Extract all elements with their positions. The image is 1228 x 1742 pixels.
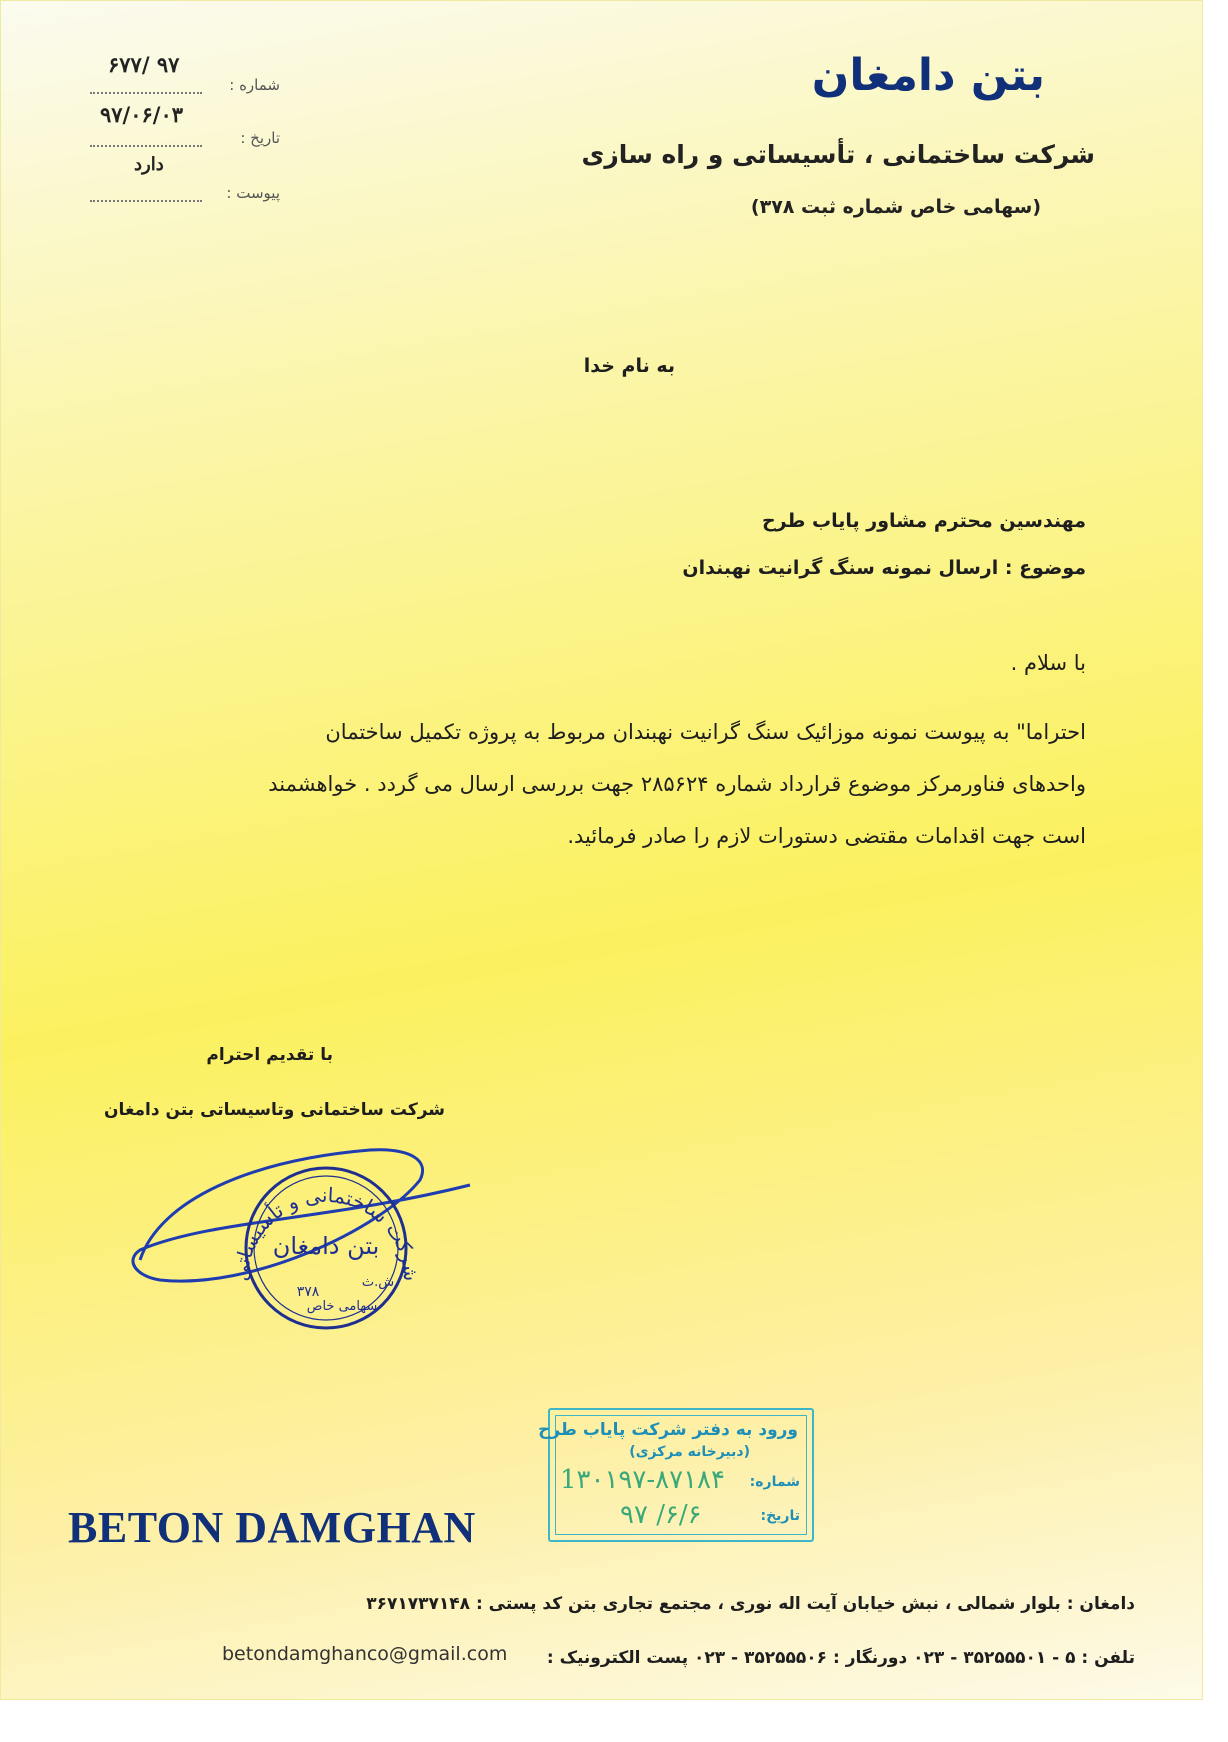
entry-stamp-title: ورود به دفتر شرکت پایاب طرح xyxy=(538,1420,798,1440)
body-line-2: واحدهای فناورمرکز موضوع قرارداد شماره ۲۸۵۶۲۴ جهت بررسی ارسال می گردد . خواهشمند xyxy=(268,772,1086,796)
closing: با تقدیم احترام xyxy=(206,1045,333,1065)
entry-stamp xyxy=(538,1408,814,1542)
entry-stamp-number-label: شماره: xyxy=(749,1474,800,1490)
bismillah: به نام خدا xyxy=(583,355,675,377)
entry-stamp-subtitle: (دبیرخانه مرکزی) xyxy=(629,1444,750,1460)
company-type: شرکت ساختمانی ، تأسیساتی و راه سازی xyxy=(581,140,1095,169)
seal-number: ۳۷۸ xyxy=(296,1284,320,1300)
signer-name: شرکت ساختمانی وتاسیساتی بتن دامغان xyxy=(104,1100,445,1120)
body-line-3: است جهت اقدامات مقتضی دستورات لازم را صادر فرمائید. xyxy=(567,824,1086,848)
number-label: شماره : xyxy=(229,76,280,94)
footer-address: دامغان : بلوار شمالی ، نبش خیابان آیت اله نوری ، مجتمع تجاری بتن کد پستی : ۳۶۷۱۷۳۷۱۴۸ xyxy=(366,1594,1135,1614)
entry-stamp-number-value: 1۳۰۱۹۷-۸۷۱۸۴ xyxy=(560,1465,725,1495)
footer-email: betondamghanco@gmail.com xyxy=(222,1643,508,1665)
date-value: ۹۷/۰۶/۰۳ xyxy=(100,102,184,127)
seal-ring-text: شرکت ساختمانی و تأسیساتی xyxy=(228,1182,424,1282)
body-line-1: احتراما" به پیوست نمونه موزائیک سنگ گرانیت نهبندان مربوط به پروژه تکمیل ساختمان xyxy=(325,720,1086,744)
footer-phones: تلفن : ۵ - ۳۵۲۵۵۵۰۱ - ۰۲۳ دورنگار : ۳۵۲۵۵۵۰۶ - ۰۲۳ پست الکترونیک : xyxy=(546,1648,1135,1668)
number-dotted-line xyxy=(90,92,202,94)
entry-stamp-date-label: تاریخ: xyxy=(760,1508,800,1524)
subject-line: موضوع : ارسال نمونه سنگ گرانیت نهبندان xyxy=(682,557,1086,579)
greeting: با سلام . xyxy=(1010,651,1086,675)
seal-type-text: سهامی خاص xyxy=(306,1299,378,1314)
entry-stamp-date-value: ۹۷ /۶/۶ xyxy=(620,1500,702,1530)
attachment-row xyxy=(90,180,280,204)
addressee: مهندسین محترم مشاور پایاب طرح xyxy=(761,510,1086,532)
date-label: تاریخ : xyxy=(240,129,280,147)
attachment-dotted-line xyxy=(90,200,202,202)
date-dotted-line xyxy=(90,145,202,147)
company-seal xyxy=(130,1140,480,1340)
seal-small-text: ش.ث xyxy=(361,1275,395,1290)
number-value: ۹۷ /۶۷۷ xyxy=(108,52,180,77)
date-row xyxy=(90,125,280,149)
brand-title: بتن دامغان xyxy=(811,50,1045,101)
attachment-label: پیوست : xyxy=(226,184,280,202)
registration-note: (سهامی خاص شماره ثبت ۳۷۸) xyxy=(750,196,1041,218)
brand-en: BETON DAMGHAN xyxy=(68,1503,476,1552)
seal-center-text: بتن دامغان xyxy=(272,1232,380,1260)
signature-stroke xyxy=(133,1150,470,1281)
attachment-value: دارد xyxy=(134,154,164,175)
